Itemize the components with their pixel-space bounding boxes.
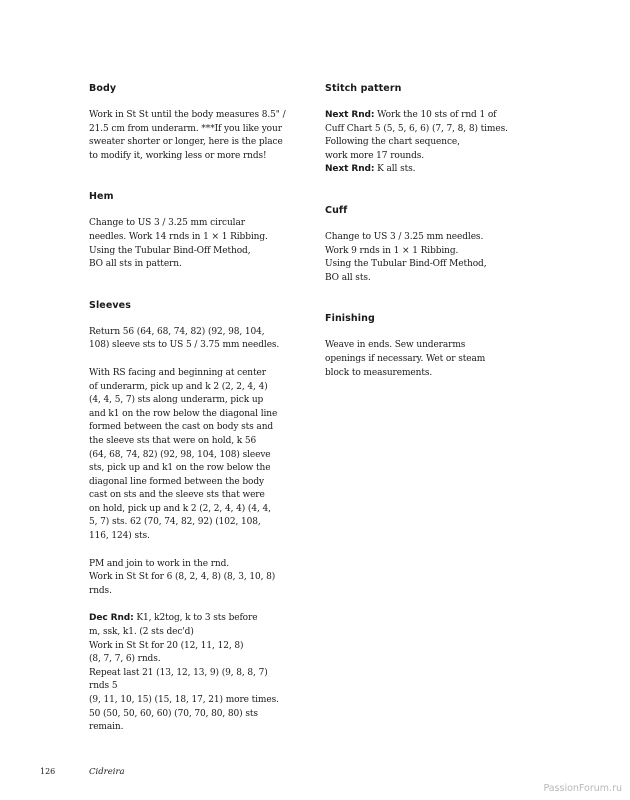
line: (64, 68, 74, 82) (92, 98, 104, 108) sleeve bbox=[89, 449, 271, 460]
line: cast on sts and the sleeve sts that were bbox=[89, 490, 265, 501]
line: block to measurements. bbox=[325, 367, 433, 378]
section-heading-finishing: Finishing bbox=[325, 313, 375, 325]
line: Using the Tubular Bind-Off Method, bbox=[325, 259, 487, 270]
sleeves-paragraph-1 bbox=[89, 326, 289, 353]
line: work more 17 rounds. bbox=[325, 150, 425, 161]
line: needles. Work 14 rnds in 1 × 1 Ribbing. bbox=[89, 231, 268, 242]
line: Work the 10 sts of rnd 1 of bbox=[374, 110, 497, 120]
section-heading-body: Body bbox=[89, 83, 117, 94]
line: BO all sts. bbox=[325, 272, 371, 283]
cuff-text bbox=[325, 231, 525, 285]
body-text bbox=[89, 109, 289, 163]
next-rnd-label: Next Rnd: bbox=[325, 110, 375, 120]
line: on hold, pick up and k 2 (2, 2, 4, 4) (4, 4, bbox=[89, 503, 271, 514]
line: (8, 7, 7, 6) rnds. bbox=[89, 654, 161, 665]
line: 116, 124) sts. bbox=[89, 531, 150, 542]
line: PM and join to work in the rnd. bbox=[89, 558, 230, 569]
section-heading-stitch-pattern: Stitch pattern bbox=[325, 83, 402, 94]
line: formed between the cast on body sts and bbox=[89, 422, 274, 433]
next-rnd-label: Next Rnd: bbox=[325, 164, 375, 175]
finishing-text bbox=[325, 339, 525, 380]
section-heading-sleeves: Sleeves bbox=[89, 299, 131, 311]
sleeves-paragraph-2 bbox=[89, 367, 289, 544]
stitch-pattern-text bbox=[325, 109, 525, 177]
sleeves-paragraph-3 bbox=[89, 558, 289, 599]
line: (4, 4, 5, 7) sts along underarm, pick up bbox=[89, 395, 264, 406]
hem-text bbox=[89, 217, 289, 271]
left-column bbox=[89, 82, 289, 735]
line: 21.5 cm from underarm. ***If you like your bbox=[89, 123, 282, 134]
line: Using the Tubular Bind-Off Method, bbox=[89, 245, 251, 256]
line: Cuff Chart 5 (5, 5, 6, 6) (7, 7, 8, 8) times. bbox=[325, 123, 508, 134]
sleeves-paragraph-4 bbox=[89, 612, 289, 734]
line: K1, k2tog, k to 3 sts before bbox=[133, 613, 258, 624]
line: (9, 11, 10, 15) (15, 18, 17, 21) more times. bbox=[89, 695, 279, 705]
line: diagonal line formed between the body bbox=[89, 476, 265, 487]
footer-pattern-title: Cidreira bbox=[89, 767, 125, 777]
line: 5, 7) sts. 62 (70, 74, 82, 92) (102, 108, bbox=[89, 517, 261, 528]
line: sweater shorter or longer, here is the place bbox=[89, 137, 283, 148]
line: remain. bbox=[89, 722, 124, 733]
line: 108) sleeve sts to US 5 / 3.75 mm needles. bbox=[89, 340, 280, 351]
line: Work in St St for 6 (8, 2, 4, 8) (8, 3, 10, 8) rnds. bbox=[89, 572, 276, 596]
page-number: 126 bbox=[40, 767, 56, 776]
section-heading-cuff: Cuff bbox=[325, 204, 348, 216]
line: openings if necessary. Wet or steam bbox=[325, 353, 486, 364]
line: of underarm, pick up and k 2 (2, 2, 4, 4) bbox=[89, 381, 268, 392]
line: Work in St St until the body measures 8.5" / bbox=[89, 110, 286, 120]
line: With RS facing and beginning at center bbox=[89, 367, 266, 378]
right-column bbox=[325, 82, 525, 380]
line: sts, pick up and k1 on the row below the bbox=[89, 463, 271, 474]
line: the sleeve sts that were on hold, k 56 bbox=[89, 435, 257, 446]
dec-rnd-label: Dec Rnd: bbox=[89, 613, 134, 624]
line: Work 9 rnds in 1 × 1 Ribbing. bbox=[325, 245, 459, 256]
line: and k1 on the row below the diagonal line bbox=[89, 408, 278, 419]
line: Repeat last 21 (13, 12, 13, 9) (9, 8, 8, 7) rnds 5 bbox=[89, 667, 268, 692]
line: Work in St St for 20 (12, 11, 12, 8) bbox=[89, 640, 244, 651]
line: Weave in ends. Sew underarms bbox=[325, 340, 466, 351]
line: Change to US 3 / 3.25 mm circular bbox=[89, 218, 245, 229]
line: to modify it, working less or more rnds! bbox=[89, 150, 267, 161]
line: K all sts. bbox=[374, 164, 416, 175]
line: m, ssk, k1. (2 sts dec'd) bbox=[89, 627, 194, 638]
watermark: PassionForum.ru bbox=[543, 783, 622, 794]
line: 50 (50, 50, 60, 60) (70, 70, 80, 80) sts bbox=[89, 708, 258, 719]
line: Return 56 (64, 68, 74, 82) (92, 98, 104, bbox=[89, 326, 265, 337]
line: Change to US 3 / 3.25 mm needles. bbox=[325, 231, 484, 242]
line: Following the chart sequence, bbox=[325, 137, 460, 148]
section-heading-hem: Hem bbox=[89, 191, 114, 203]
line: BO all sts in pattern. bbox=[89, 259, 182, 270]
